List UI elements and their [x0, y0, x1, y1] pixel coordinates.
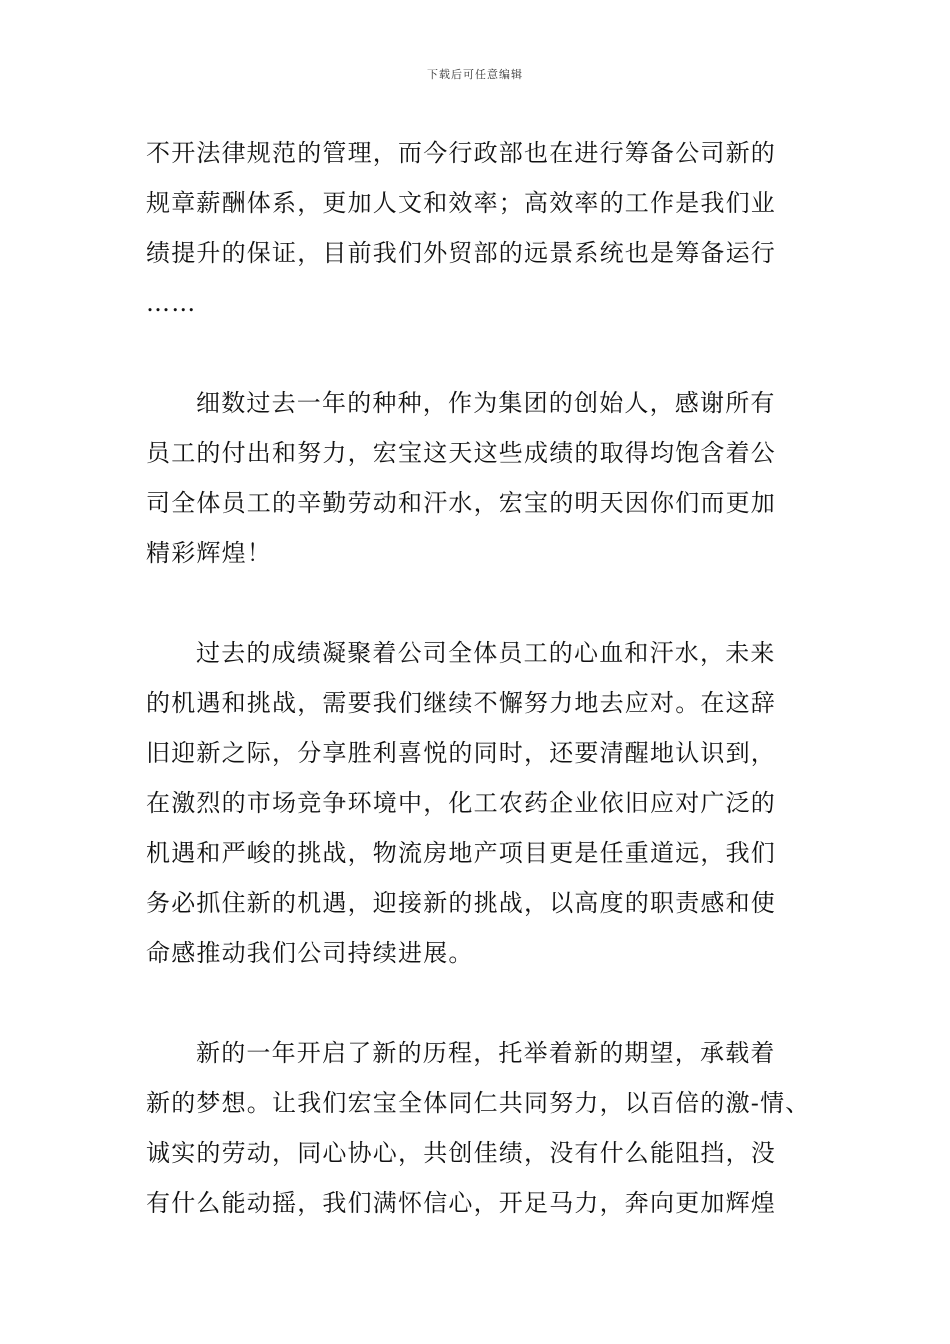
paragraph-line: 务必抓住新的机遇，迎接新的挑战，以高度的职责感和使: [146, 889, 776, 917]
paragraph-3: [146, 628, 826, 978]
paragraph-line: 旧迎新之际，分享胜利喜悦的同时，还要清醒地认识到，: [146, 739, 776, 767]
paragraph-spacer: [146, 328, 826, 378]
paragraph-line: 司全体员工的辛勤劳动和汗水，宏宝的明天因你们而更加: [146, 489, 776, 517]
paragraph-spacer: [146, 578, 826, 628]
paragraph-line: 绩提升的保证，目前我们外贸部的远景系统也是筹备运行: [146, 239, 776, 267]
page-header: 下载后可任意编辑: [427, 68, 523, 81]
paragraph-line: 细数过去一年的种种，作为集团的创始人，感谢所有: [196, 389, 776, 417]
paragraph-line: ……: [146, 289, 197, 317]
paragraph-line: 精彩辉煌！: [146, 539, 272, 567]
document-body: [146, 128, 826, 1228]
paragraph-line: 过去的成绩凝聚着公司全体员工的心血和汗水，未来: [196, 639, 776, 667]
paragraph-1: [146, 128, 826, 328]
paragraph-line: 的机遇和挑战，需要我们继续不懈努力地去应对。在这辞: [146, 689, 776, 717]
paragraph-line: 规章薪酬体系，更加人文和效率；高效率的工作是我们业: [146, 189, 776, 217]
paragraph-2: [146, 378, 826, 578]
paragraph-line: 诚实的劳动，同心协心，共创佳绩，没有什么能阻挡，没: [146, 1139, 776, 1167]
paragraph-line: 不开法律规范的管理，而今行政部也在进行筹备公司新的: [146, 139, 776, 167]
paragraph-line: 机遇和严峻的挑战，物流房地产项目更是任重道远，我们: [146, 839, 776, 867]
paragraph-line: 命感推动我们公司持续进展。: [146, 939, 474, 967]
paragraph-spacer: [146, 978, 826, 1028]
paragraph-line: 员工的付出和努力，宏宝这天这些成绩的取得均饱含着公: [146, 439, 776, 467]
paragraph-line: 有什么能动摇，我们满怀信心，开足马力，奔向更加辉煌: [146, 1189, 776, 1217]
paragraph-line: 新的一年开启了新的历程，托举着新的期望，承载着: [196, 1039, 776, 1067]
paragraph-4: [146, 1028, 826, 1228]
paragraph-line: 在激烈的市场竞争环境中，化工农药企业依旧应对广泛的: [146, 789, 776, 817]
paragraph-line: 新的梦想。让我们宏宝全体同仁共同努力，以百倍的激-情、: [146, 1089, 811, 1117]
